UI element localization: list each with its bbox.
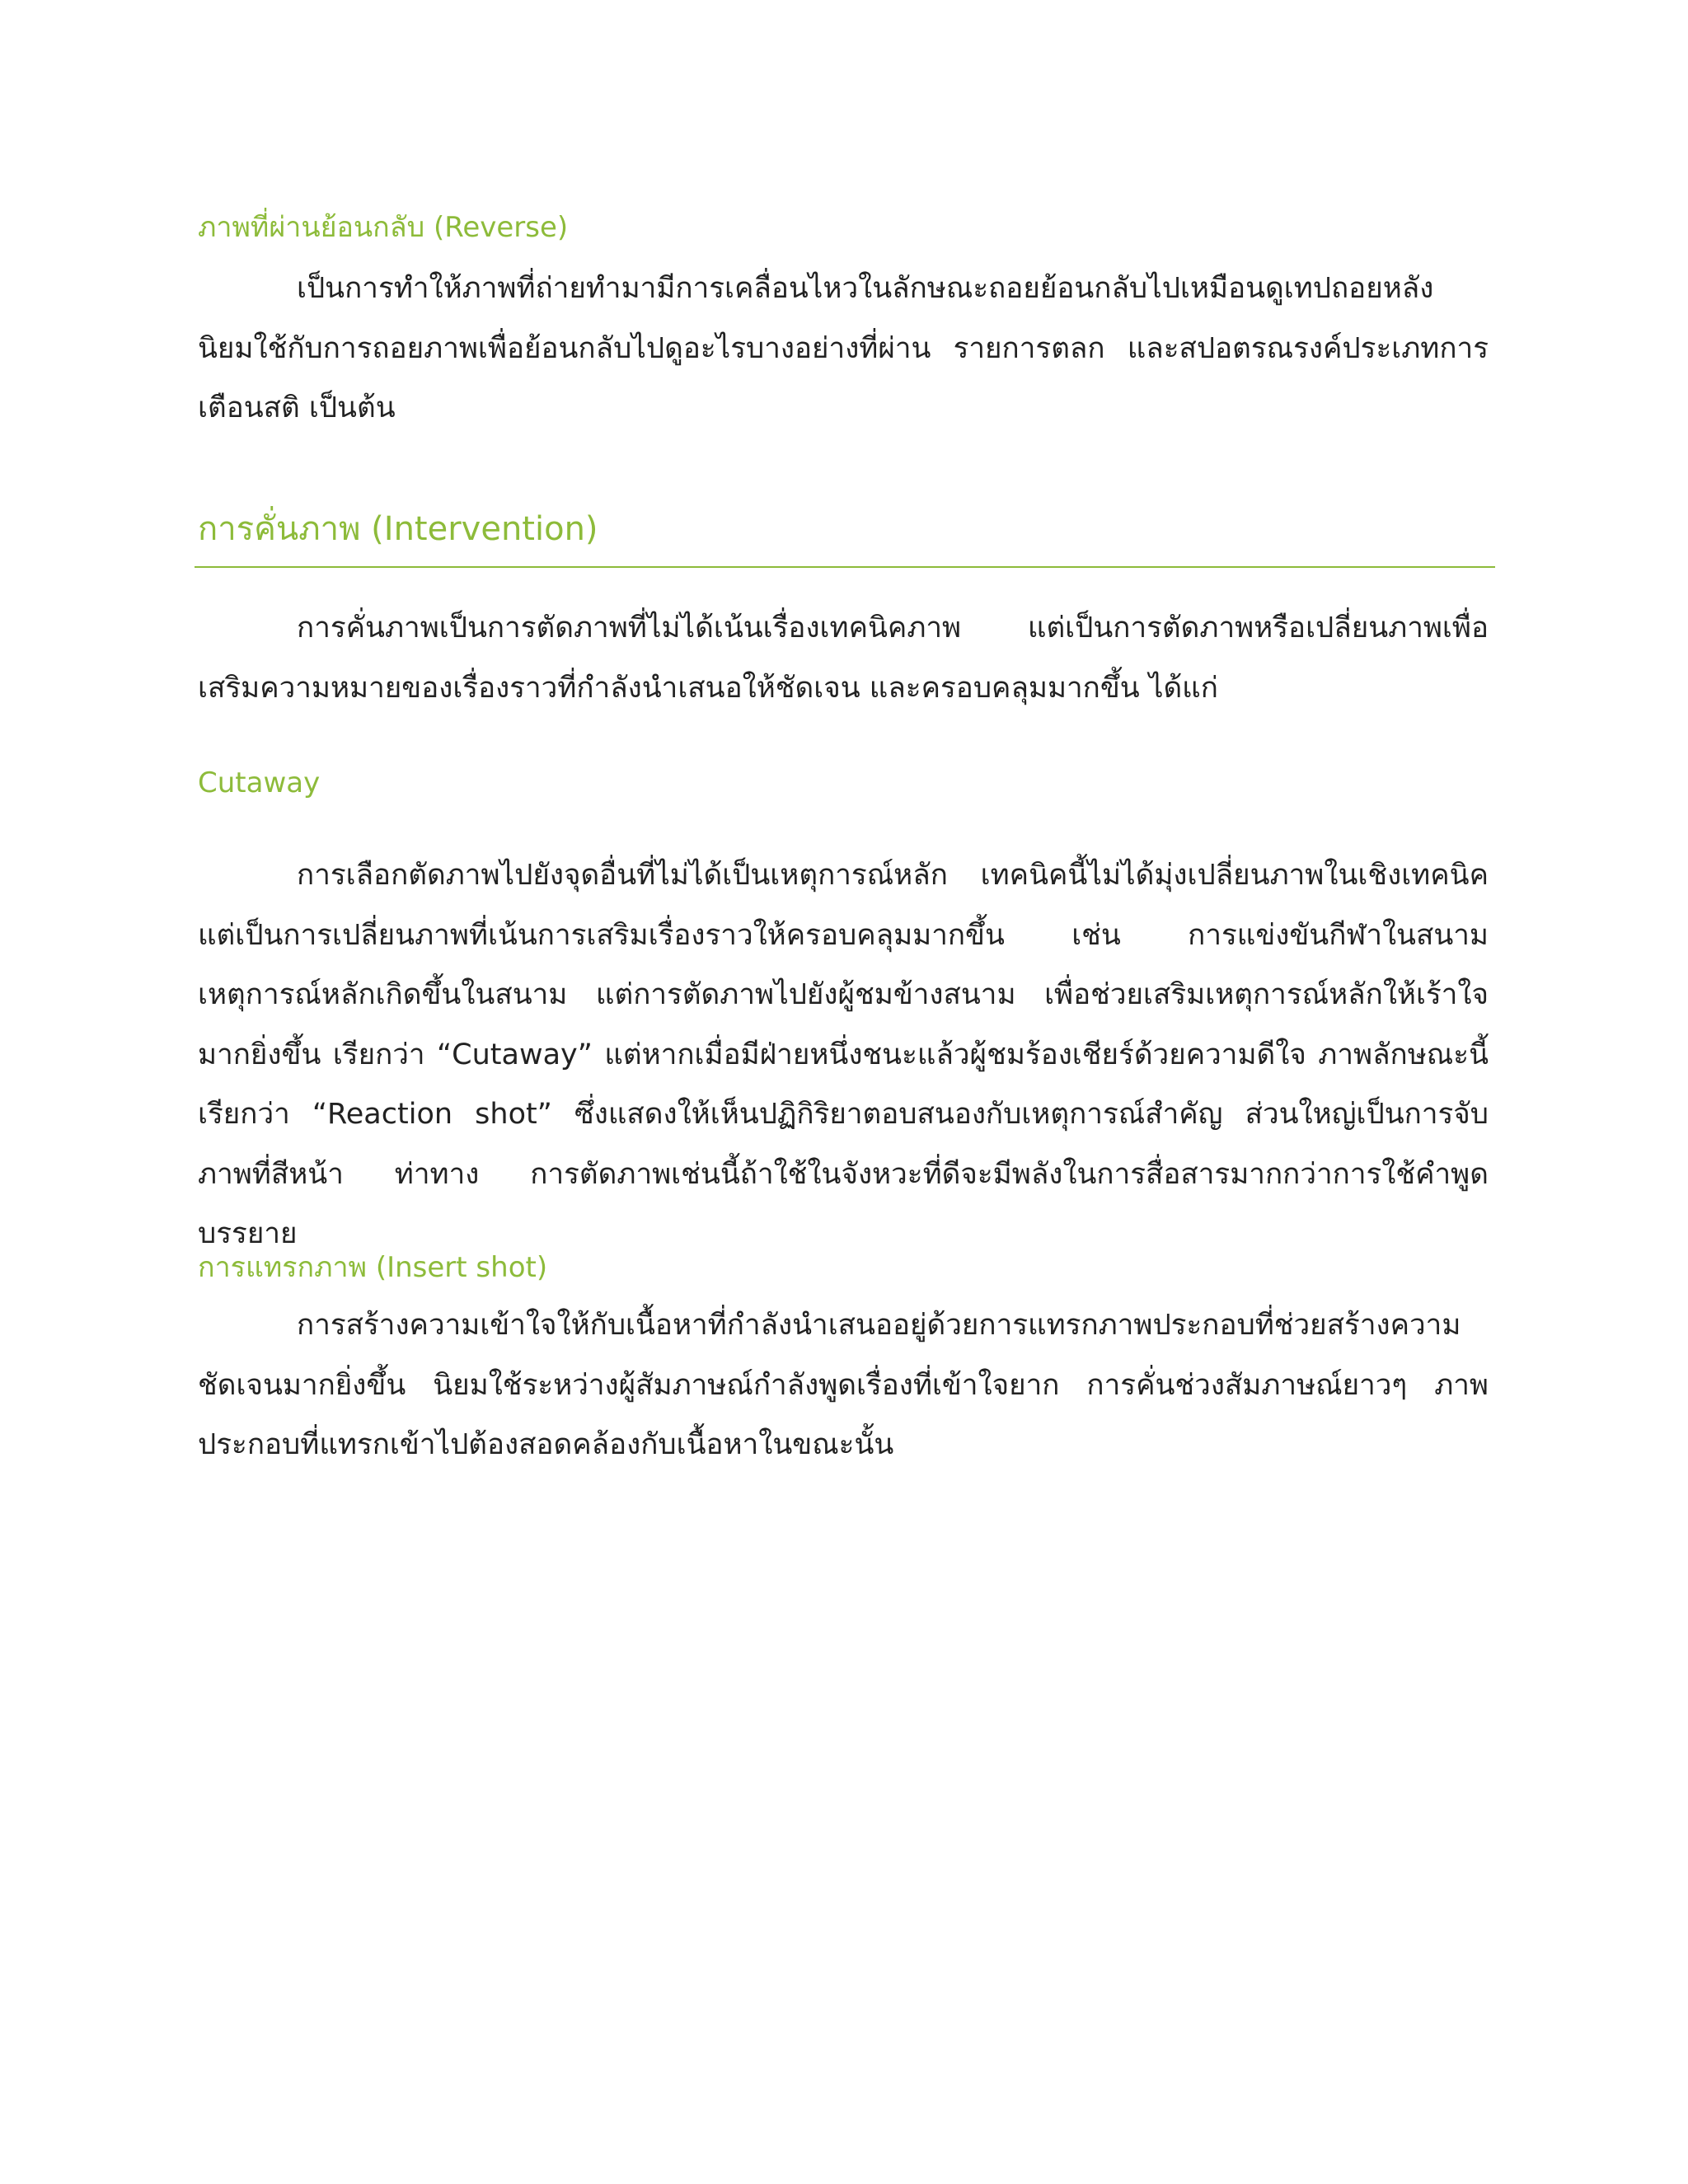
section-heading-reverse: ภาพที่ผ่านย้อนกลับ (Reverse) — [198, 211, 569, 244]
section-heading-cutaway: Cutaway — [198, 766, 321, 799]
paragraph-insert-shot: การสร้างความเข้าใจให้กับเนื้อหาที่กำลังนำเสนออยู่ด้วยการแทรกภาพประกอบที่ช่วยสร้างความชัดเจนมากยิ่งขึ้น นิยมใช้ระหว่างผู้สัมภาษณ์กำลังพูดเรื่องที่เข้าใจยาก การคั่นช่วงสัมภาษณ์ยาวๆ ภาพประกอบที่แทรกเข้าไปต้องสอดคล้องกับเนื้อหาในขณะนั้น — [198, 1309, 1489, 1461]
section-divider — [195, 566, 1495, 568]
paragraph-intervention: การคั่นภาพเป็นการตัดภาพที่ไม่ได้เน้นเรื่องเทคนิคภาพ แต่เป็นการตัดภาพหรือเปลี่ยนภาพเพื่อเสริมความหมายของเรื่องราวที่กำลังนำเสนอให้ชัดเจน และครอบคลุมมากขึ้น ได้แก่ — [198, 612, 1489, 705]
document-page — [198, 0, 1493, 2184]
paragraph-cutaway: การเลือกตัดภาพไปยังจุดอื่นที่ไม่ได้เป็นเหตุการณ์หลัก เทคนิคนี้ไม่ได้มุ่งเปลี่ยนภาพในเชิงเทคนิค แต่เป็นการเปลี่ยนภาพที่เน้นการเสริมเรื่องราวให้ครอบคลุมมากขึ้น เช่น การแข่งขันกีฬาในสนาม เหตุการณ์หลักเกิดขึ้นในสนาม แต่การตัดภาพไปยังผู้ชมข้างสนาม เพื่อช่วยเสริมเหตุการณ์หลักให้เร้าใจมากยิ่งขึ้น เรียกว่า “Cutaway” แต่หากเมื่อมีฝ่ายหนึ่งชนะแล้วผู้ชมร้องเชียร์ด้วยความดีใจ ภาพลักษณะนี้ เรียกว่า “Reaction shot” ซึ่งแสดงให้เห็นปฏิกิริยาตอบสนองกับเหตุการณ์สำคัญ ส่วนใหญ่เป็นการจับภาพที่สีหน้า ท่าทาง การตัดภาพเช่นนี้ถ้าใช้ในจังหวะที่ดีจะมีพลังในการสื่อสารมากกว่าการใช้คำพูดบรรยาย — [198, 859, 1489, 1250]
paragraph-reverse: เป็นการทำให้ภาพที่ถ่ายทำมามีการเคลื่อนไหวในลักษณะถอยย้อนกลับไปเหมือนดูเทปถอยหลัง นิยมใช้กับการถอยภาพเพื่อย้อนกลับไปดูอะไรบางอย่างที่ผ่าน รายการตลก และสปอตรณรงค์ประเภทการเตือนสติ เป็นต้น — [198, 272, 1489, 424]
section-heading-insert-shot: การแทรกภาพ (Insert shot) — [198, 1251, 548, 1284]
section-heading-intervention: การคั่นภาพ (Intervention) — [198, 510, 598, 548]
